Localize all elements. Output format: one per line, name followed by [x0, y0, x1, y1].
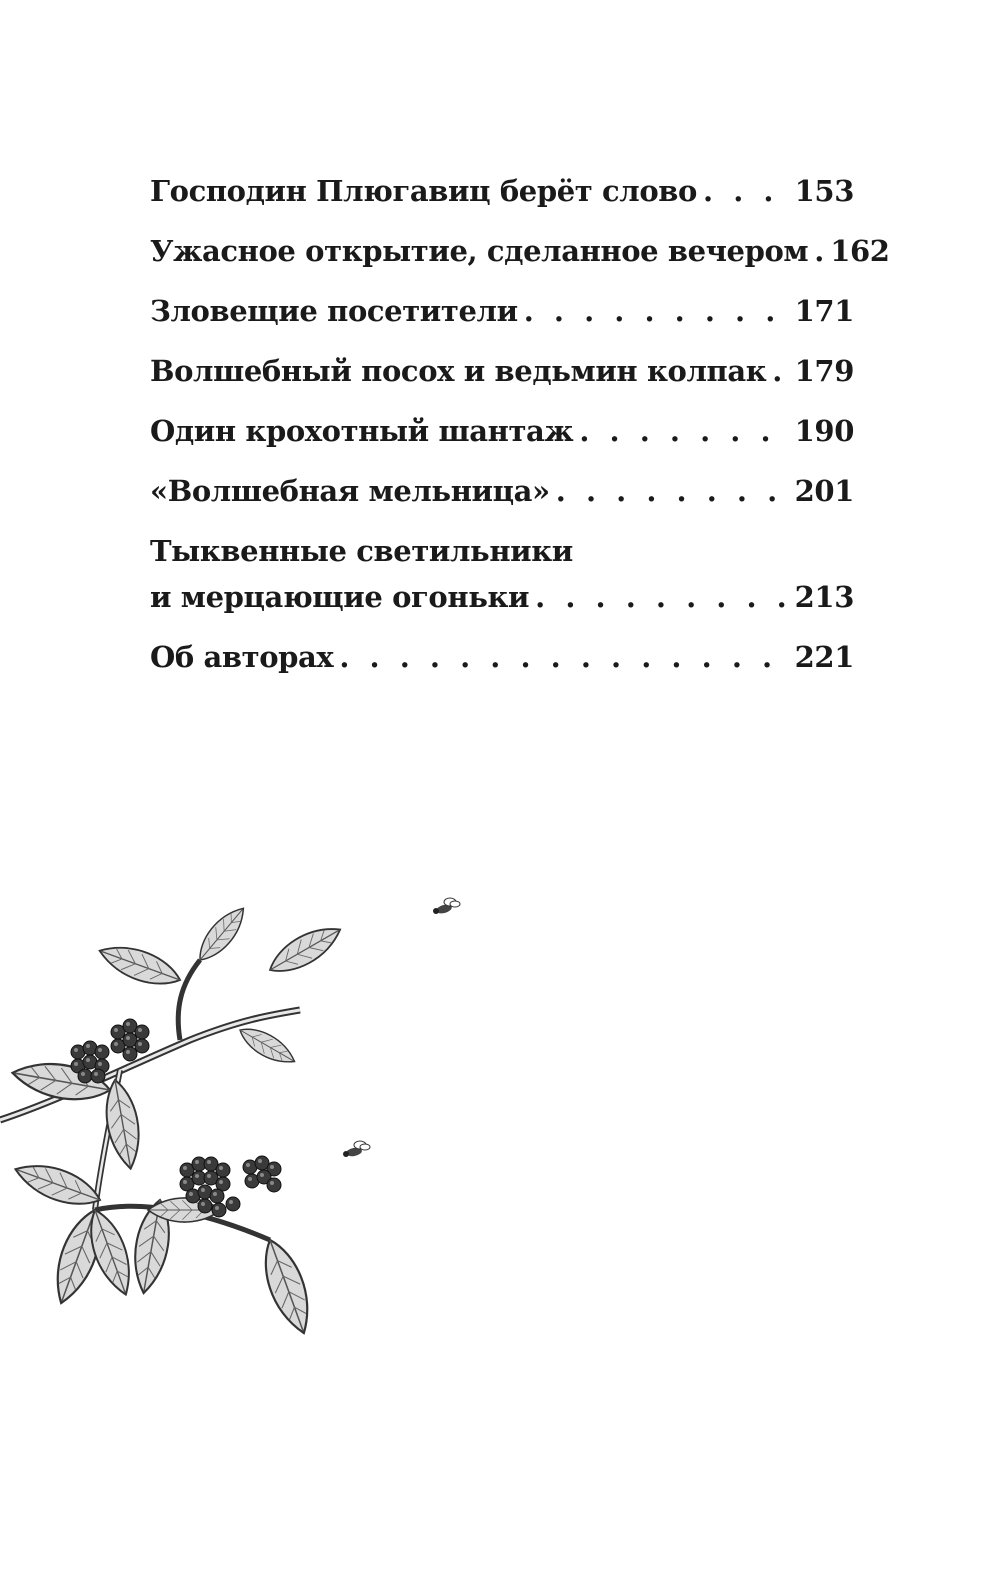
toc-entry-title-line-2: и мерцающие огоньки	[150, 580, 530, 614]
dot-leader	[703, 168, 789, 214]
toc-entry-title: Волшебный посох и ведьмин колпак	[150, 354, 767, 388]
toc-page-number: 171	[794, 294, 854, 328]
toc-entry-title: Зловещие посетители	[150, 294, 518, 328]
toc-entry[interactable]	[150, 288, 854, 348]
toc-entry[interactable]	[150, 468, 854, 528]
toc-entry-title: Господин Плюгавиц берёт слово	[150, 174, 697, 208]
blackberry-branch-icon	[0, 880, 480, 1380]
dot-leader	[535, 574, 789, 620]
toc-page-number: 153	[794, 174, 854, 208]
toc-page-number: 179	[794, 354, 854, 388]
toc-entry[interactable]	[150, 348, 854, 408]
table-of-contents	[150, 168, 890, 694]
toc-page-number: 190	[794, 414, 854, 448]
dot-leader	[339, 634, 788, 680]
toc-entry-title-line-1: Тыквенные светильники	[150, 534, 573, 568]
toc-entry-title: Об авторах	[150, 640, 334, 674]
toc-entry-title: Ужасное открытие, сделанное вечером	[150, 234, 809, 268]
dot-leader	[579, 408, 788, 454]
toc-page-number: 213	[794, 580, 854, 614]
dot-leader	[524, 288, 789, 334]
toc-entry[interactable]	[150, 634, 854, 694]
toc-page-number: 162	[830, 234, 890, 268]
dot-leader	[772, 348, 788, 394]
toc-entry[interactable]	[150, 168, 854, 228]
toc-entry-title: Один крохотный шантаж	[150, 414, 574, 448]
toc-entry-title: «Волшебная мельница»	[150, 474, 550, 508]
toc-entry[interactable]	[150, 408, 854, 468]
toc-page-number: 201	[794, 474, 854, 508]
dot-leader	[556, 468, 789, 514]
dot-leader	[814, 228, 824, 274]
toc-page-number: 221	[794, 640, 854, 674]
toc-entry[interactable]	[150, 228, 890, 288]
toc-entry[interactable]	[150, 528, 854, 634]
